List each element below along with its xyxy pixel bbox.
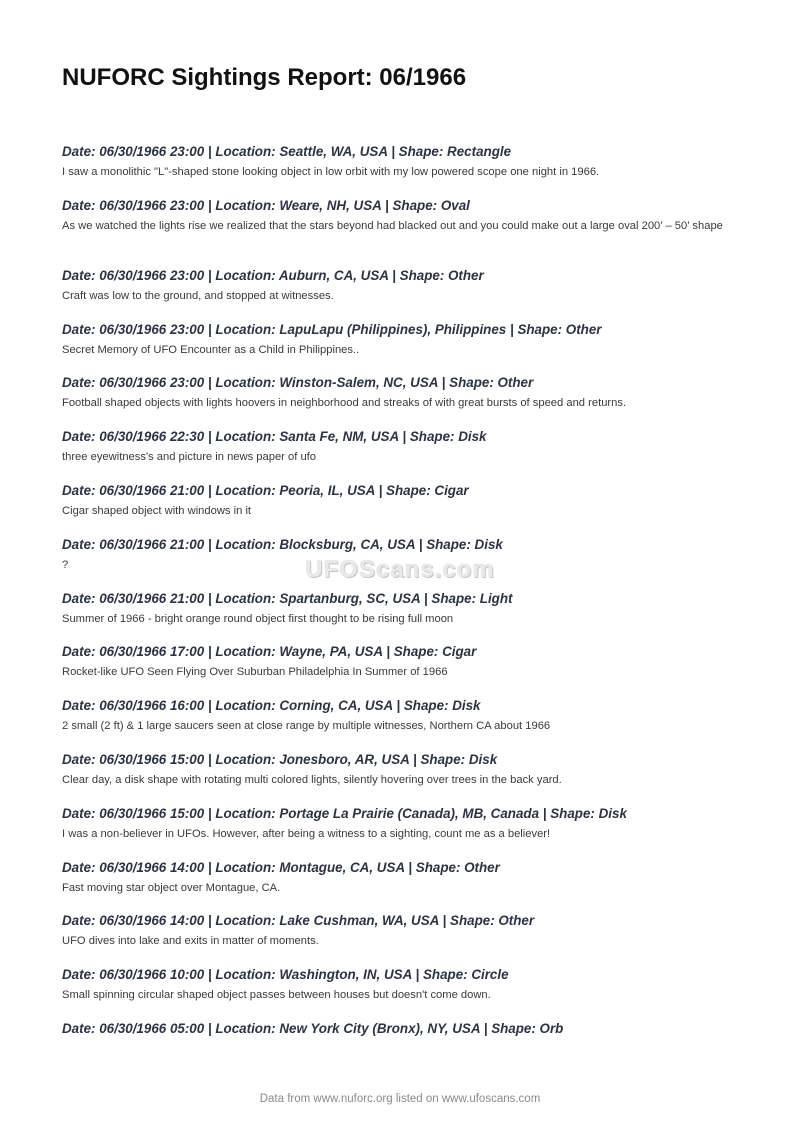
sighting-header: Date: 06/30/1966 15:00 | Location: Portage La Prairie (Canada), MB, Canada | Shape: Disk (62, 805, 627, 821)
sighting-description: 2 small (2 ft) & 1 large saucers seen at close range by multiple witnesses, Northern CA about 1966 (62, 720, 551, 733)
sighting-description: Craft was low to the ground, and stopped at witnesses. (62, 289, 334, 302)
sighting-description: ? (62, 558, 69, 571)
sighting-header: Date: 06/30/1966 16:00 | Location: Corning, CA, USA | Shape: Disk (62, 698, 481, 714)
sighting-entry (62, 482, 742, 536)
sighting-description: Cigar shaped object with windows in it (62, 504, 252, 517)
footer-credit: Data from www.nuforc.org listed on www.ufoscans.com (259, 1093, 541, 1105)
sighting-entry (62, 966, 742, 1020)
sighting-header: Date: 06/30/1966 23:00 | Location: Auburn, CA, USA | Shape: Other (62, 267, 484, 283)
sighting-entry (62, 536, 742, 590)
sighting-entry (62, 321, 742, 375)
sighting-entry (62, 859, 742, 913)
sighting-description: Secret Memory of UFO Encounter as a Child in Philippines.. (62, 343, 360, 356)
sighting-entry (62, 267, 742, 321)
sighting-header: Date: 06/30/1966 10:00 | Location: Washington, IN, USA | Shape: Circle (62, 967, 509, 983)
sightings-list (62, 143, 742, 1074)
sighting-description: Football shaped objects with lights hoovers in neighborhood and streaks of with great bursts of speed and returns. (62, 397, 627, 410)
sighting-description: UFO dives into lake and exits in matter of moments. (62, 935, 319, 948)
sighting-header: Date: 06/30/1966 23:00 | Location: Seattle, WA, USA | Shape: Rectangle (62, 144, 512, 159)
sighting-entry (62, 912, 742, 966)
sighting-description: Rocket-like UFO Seen Flying Over Suburban Philadelphia In Summer of 1966 (62, 666, 448, 679)
sighting-header: Date: 06/30/1966 14:00 | Location: Montague, CA, USA | Shape: Other (62, 859, 500, 875)
sighting-header: Date: 06/30/1966 21:00 | Location: Blocksburg, CA, USA | Shape: Disk (62, 536, 503, 552)
sighting-entry (62, 374, 742, 428)
sighting-description: Fast moving star object over Montague, CA. (62, 881, 281, 894)
sighting-header: Date: 06/30/1966 23:00 | Location: Weare, NH, USA | Shape: Oval (62, 197, 470, 213)
sighting-description: Clear day, a disk shape with rotating multi colored lights, silently hovering over trees in the back yard. (62, 773, 562, 786)
sighting-header: Date: 06/30/1966 14:00 | Location: Lake Cushman, WA, USA | Shape: Other (62, 913, 535, 929)
sighting-header: Date: 06/30/1966 17:00 | Location: Wayne, PA, USA | Shape: Cigar (62, 644, 477, 660)
sighting-header: Date: 06/30/1966 23:00 | Location: LapuLapu (Philippines), Philippines | Shape: Other (62, 321, 602, 337)
sighting-entry (62, 697, 742, 751)
sighting-entry (62, 143, 742, 197)
sighting-entry (62, 643, 742, 697)
sighting-header: Date: 06/30/1966 22:30 | Location: Santa Fe, NM, USA | Shape: Disk (62, 429, 487, 445)
sighting-description: Summer of 1966 - bright orange round object first thought to be rising full moon (62, 612, 454, 625)
sighting-description: three eyewitness's and picture in news paper of ufo (62, 451, 317, 464)
sighting-description: As we watched the lights rise we realized that the stars beyond had blacked out and you could make out a large oval 200’ – 50’ shape (62, 219, 723, 232)
sighting-description: I saw a monolithic "L"-shaped stone looking object in low orbit with my low powered scope one night in 1966. (62, 166, 600, 178)
sighting-description: Small spinning circular shaped object passes between houses but doesn't come down. (62, 989, 491, 1002)
sighting-entry (62, 1020, 742, 1074)
sighting-entry (62, 590, 742, 644)
sighting-header: Date: 06/30/1966 05:00 | Location: New York City (Bronx), NY, USA | Shape: Orb (62, 1020, 564, 1036)
sighting-entry (62, 751, 742, 805)
sighting-header: Date: 06/30/1966 21:00 | Location: Spartanburg, SC, USA | Shape: Light (62, 590, 513, 606)
sighting-entry (62, 428, 742, 482)
sighting-entry (62, 805, 742, 859)
sighting-header: Date: 06/30/1966 21:00 | Location: Peoria, IL, USA | Shape: Cigar (62, 482, 469, 498)
sighting-header: Date: 06/30/1966 15:00 | Location: Jonesboro, AR, USA | Shape: Disk (62, 751, 498, 767)
sighting-description: I was a non-believer in UFOs. However, after being a witness to a sighting, count me as a believer! (62, 827, 551, 840)
sighting-header: Date: 06/30/1966 23:00 | Location: Winston-Salem, NC, USA | Shape: Other (62, 375, 534, 391)
sighting-entry (62, 197, 742, 267)
watermark: UFOScans.com (305, 556, 495, 583)
page-title: NUFORC Sightings Report: 06/1966 (62, 64, 467, 91)
